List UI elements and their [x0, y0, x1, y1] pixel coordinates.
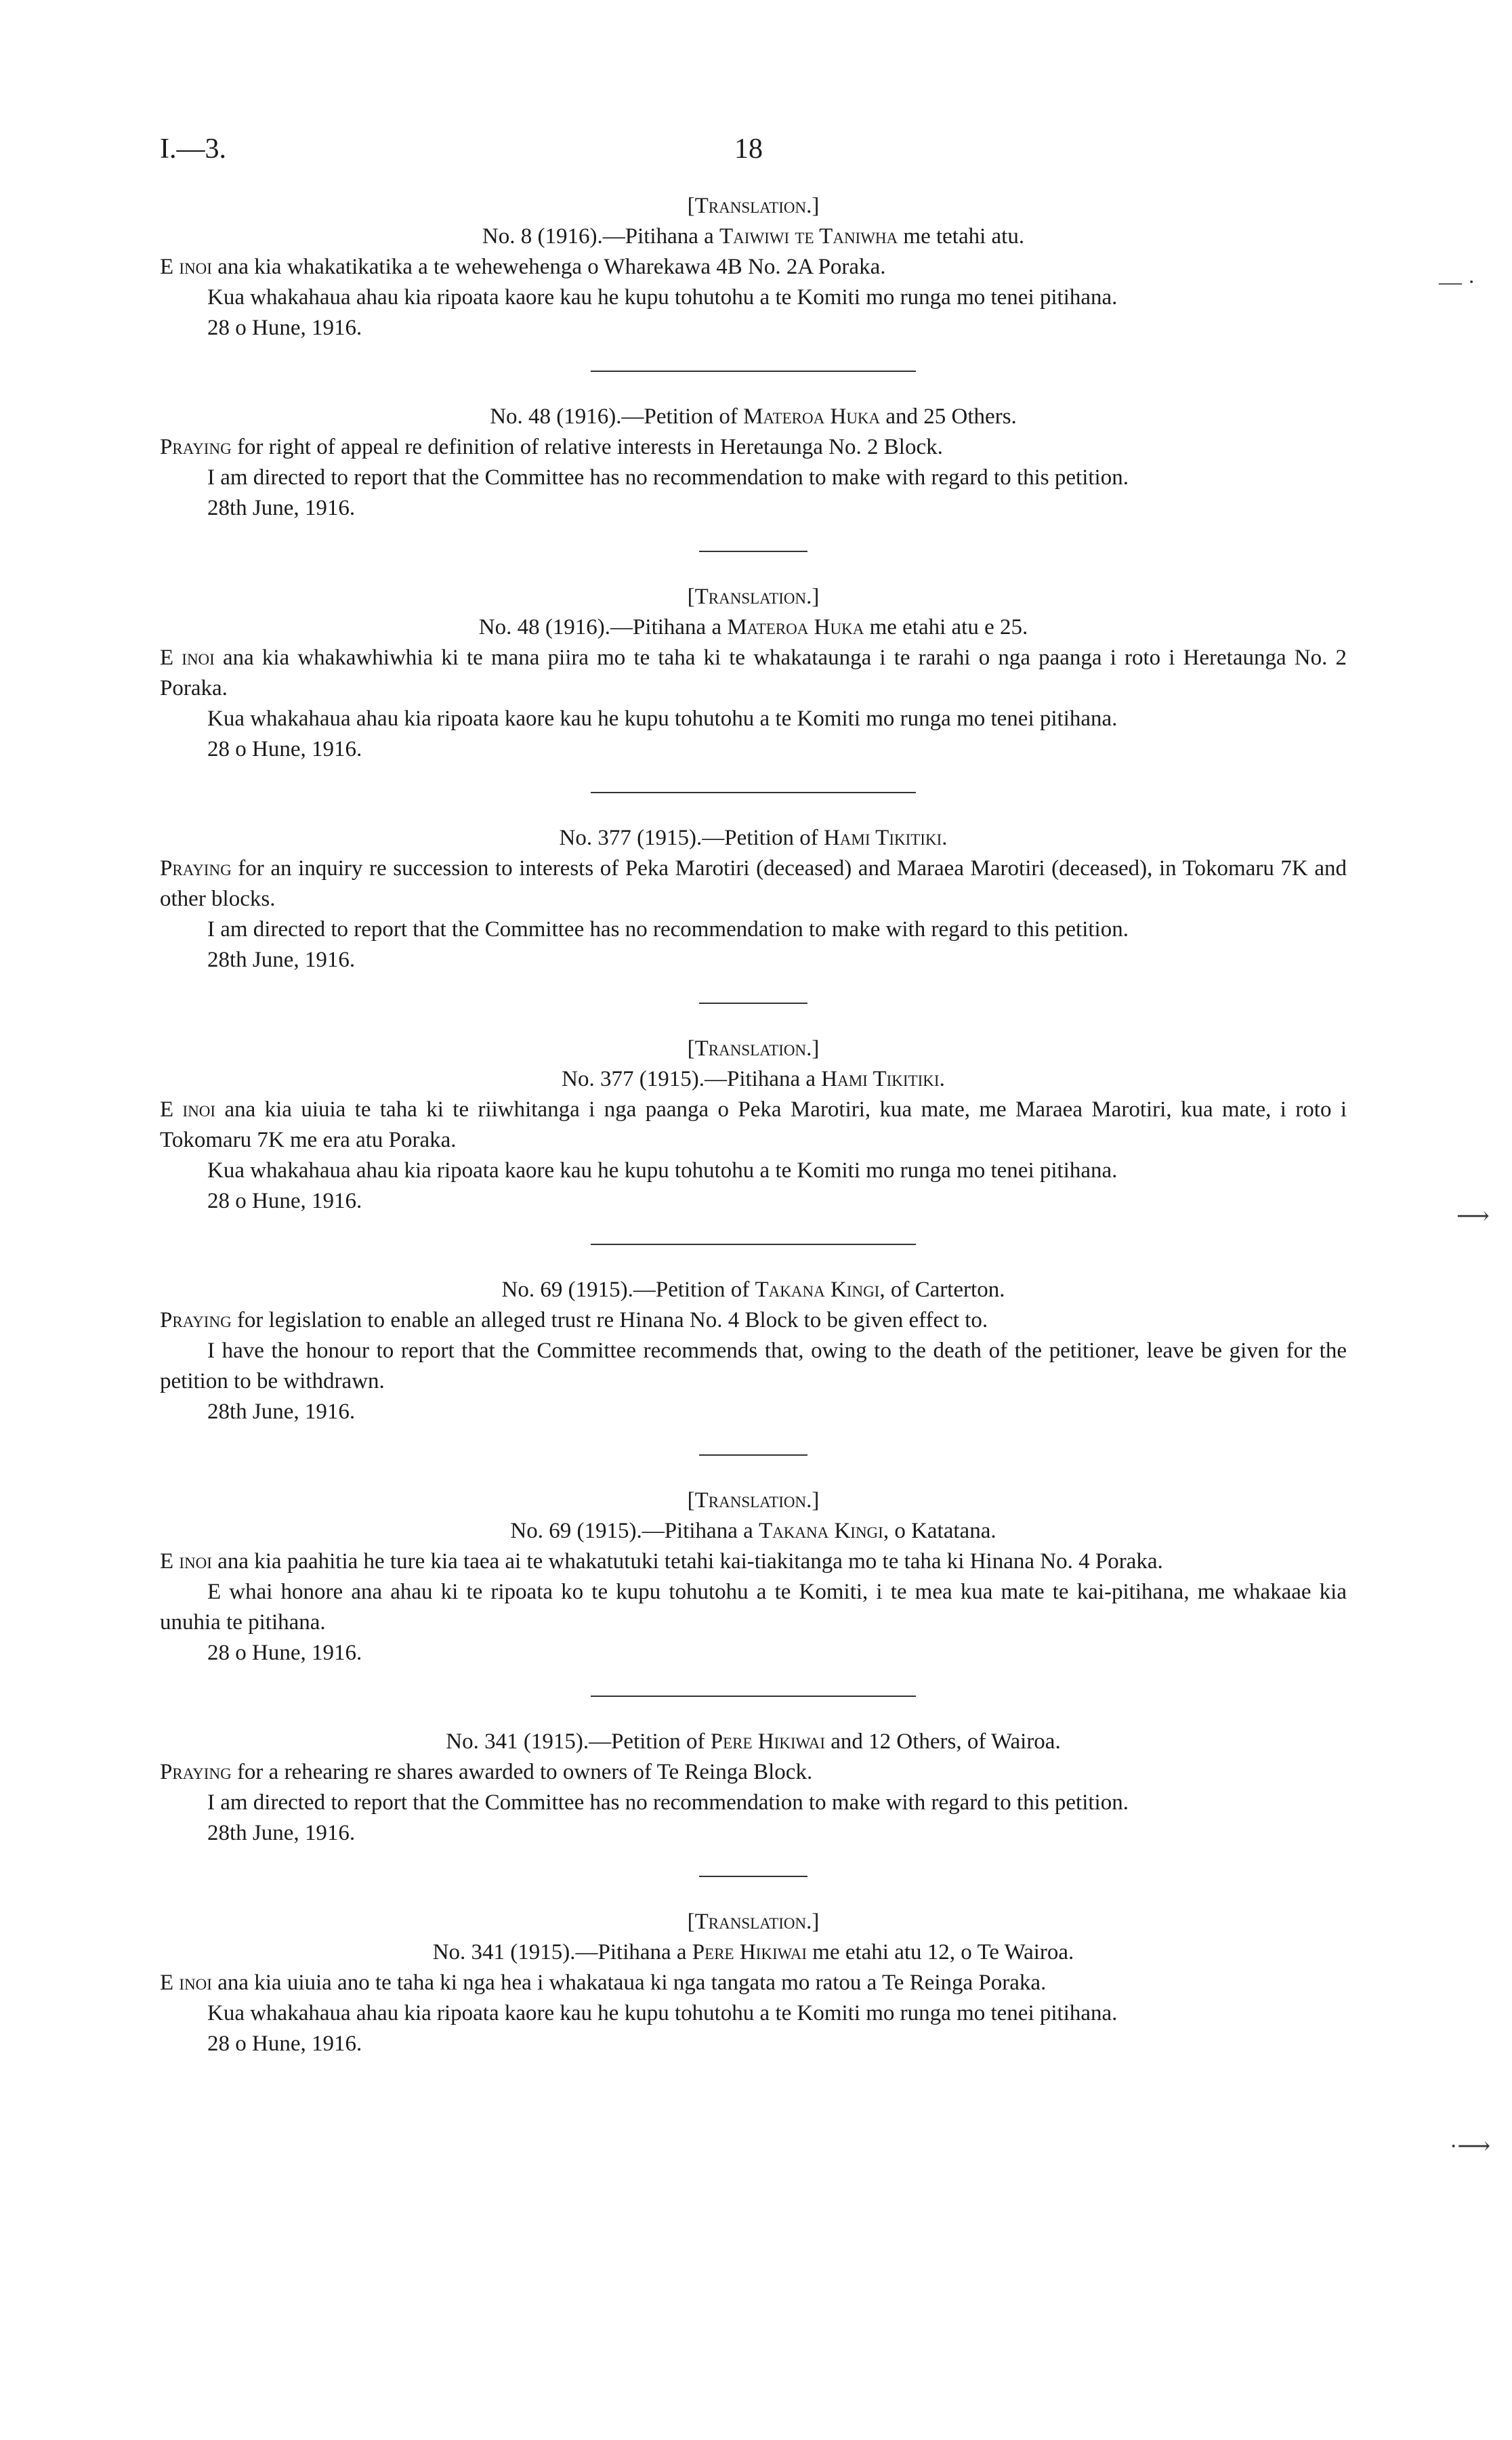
report-date: 28 o Hune, 1916.	[207, 2032, 362, 2056]
petition-heading: No. 69 (1915).—Petition of Takana Kingi, of Carterton.	[501, 1278, 1005, 1302]
petition-prayer: Praying for right of appeal re definition of relative interests in Heretaunga No. 2 Block.	[160, 435, 943, 459]
petition-prayer: E inoi ana kia paahitia he ture kia taea ai te whakatutuki tetahi kai-tiakitanga mo te taha ki Hinana No. 4 Poraka.	[160, 1549, 1163, 1574]
petition-entry	[160, 1727, 1347, 1849]
report-date: 28 o Hune, 1916.	[207, 737, 362, 761]
report-date: 28th June, 1916.	[207, 1821, 356, 1845]
page-number: 18	[734, 133, 763, 165]
petition-prayer: E inoi ana kia whakatikatika a te wehewehenga o Wharekawa 4B No. 2A Poraka.	[160, 255, 886, 279]
petition-heading: No. 377 (1915).—Petition of Hami Tikitiki.	[559, 826, 948, 850]
committee-report: Kua whakahaua ahau kia ripoata kaore kau he kupu tohutohu a te Komiti mo runga mo tenei pitihana.	[207, 2001, 1118, 2025]
petition-heading: No. 69 (1915).—Pitihana a Takana Kingi, o Katatana.	[510, 1519, 996, 1543]
petition-prayer: Praying for an inquiry re succession to interests of Peka Marotiri (deceased) and Maraea Marotiri (deceased), in Tokomaru 7K and other blocks.	[160, 856, 1347, 911]
committee-report: Kua whakahaua ahau kia ripoata kaore kau he kupu tohutohu a te Komiti mo runga mo tenei pitihana.	[207, 1158, 1118, 1183]
petition-entry	[160, 191, 1347, 343]
petition-entry	[160, 582, 1347, 765]
section-divider	[699, 1876, 807, 1877]
section-divider	[591, 1696, 916, 1697]
section-divider	[699, 1454, 807, 1456]
committee-report: I am directed to report that the Committee has no recommendation to make with regard to this petition.	[207, 465, 1129, 490]
petition-entry	[160, 1486, 1347, 1668]
section-divider	[591, 371, 916, 372]
committee-report: I am directed to report that the Committee has no recommendation to make with regard to this petition.	[207, 1790, 1129, 1815]
committee-report: Kua whakahaua ahau kia ripoata kaore kau he kupu tohutohu a te Komiti mo runga mo tenei pitihana.	[207, 285, 1118, 310]
petition-prayer: Praying for legislation to enable an alleged trust re Hinana No. 4 Block to be given effect to.	[160, 1308, 988, 1332]
translation-label: [Translation.]	[687, 585, 820, 609]
translation-label: [Translation.]	[687, 194, 820, 218]
section-divider	[591, 1244, 916, 1245]
petition-entry	[160, 1275, 1347, 1427]
report-date: 28th June, 1916.	[207, 496, 356, 520]
report-date: 28th June, 1916.	[207, 948, 356, 972]
committee-report: E whai honore ana ahau ki te ripoata ko te kupu tohutohu a te Komiti, i te mea kua mate te kai-pitihana, me whakaae kia unuhia te pitihana.	[160, 1580, 1347, 1635]
committee-report: I have the honour to report that the Committee recommends that, owing to the death of the petitioner, leave be given for the petition to be withdrawn.	[160, 1339, 1347, 1393]
translation-label: [Translation.]	[687, 1488, 820, 1513]
petition-entry	[160, 1034, 1347, 1217]
petition-heading: No. 48 (1916).—Petition of Materoa Huka and 25 Others.	[490, 404, 1017, 429]
document-reference: I.—3.	[160, 133, 226, 165]
petition-prayer: E inoi ana kia uiuia ano te taha ki nga hea i whakataua ki nga tangata mo ratou a Te Reinga Poraka.	[160, 1971, 1047, 1995]
report-date: 28th June, 1916.	[207, 1400, 356, 1424]
petitions-content	[160, 191, 1347, 2059]
petition-entry	[160, 1907, 1347, 2059]
margin-dash-mark: –– ·	[1439, 270, 1475, 295]
margin-arrow-icon: ⟶	[1456, 1204, 1490, 1229]
petition-heading: No. 48 (1916).—Pitihana a Materoa Huka me etahi atu e 25.	[478, 615, 1028, 639]
section-divider	[699, 1003, 807, 1004]
petition-prayer: E inoi ana kia uiuia te taha ki te riiwhitanga i nga paanga o Peka Marotiri, kua mate, me Maraea Marotiri, kua mate, i roto i Tokomaru 7K me era atu Poraka.	[160, 1097, 1347, 1152]
petition-heading: No. 341 (1915).—Petition of Pere Hikiwai and 12 Others, of Wairoa.	[446, 1729, 1061, 1754]
report-date: 28 o Hune, 1916.	[207, 1641, 362, 1665]
report-date: 28 o Hune, 1916.	[207, 1189, 362, 1213]
section-divider	[591, 792, 916, 793]
report-date: 28 o Hune, 1916.	[207, 316, 362, 340]
petition-entry	[160, 823, 1347, 975]
petition-heading: No. 377 (1915).—Pitihana a Hami Tikitiki.	[562, 1067, 945, 1091]
petition-heading: No. 8 (1916).—Pitihana a Taiwiwi te Taniwha me tetahi atu.	[482, 224, 1025, 249]
petition-heading: No. 341 (1915).—Pitihana a Pere Hikiwai me etahi atu 12, o Te Wairoa.	[432, 1940, 1074, 1964]
petition-prayer: Praying for a rehearing re shares awarded to owners of Te Reinga Block.	[160, 1760, 813, 1784]
petition-prayer: E inoi ana kia whakawhiwhia ki te mana piira mo te taha ki te whakataunga i te rarahi o nga paanga i roto i Heretaunga No. 2 Poraka.	[160, 646, 1347, 700]
section-divider	[699, 551, 807, 552]
margin-arrow-icon: ·⟶	[1450, 2134, 1491, 2159]
translation-label: [Translation.]	[687, 1910, 820, 1934]
committee-report: I am directed to report that the Committee has no recommendation to make with regard to this petition.	[207, 917, 1129, 942]
petition-entry	[160, 402, 1347, 524]
committee-report: Kua whakahaua ahau kia ripoata kaore kau he kupu tohutohu a te Komiti mo runga mo tenei pitihana.	[207, 707, 1118, 731]
translation-label: [Translation.]	[687, 1036, 820, 1061]
